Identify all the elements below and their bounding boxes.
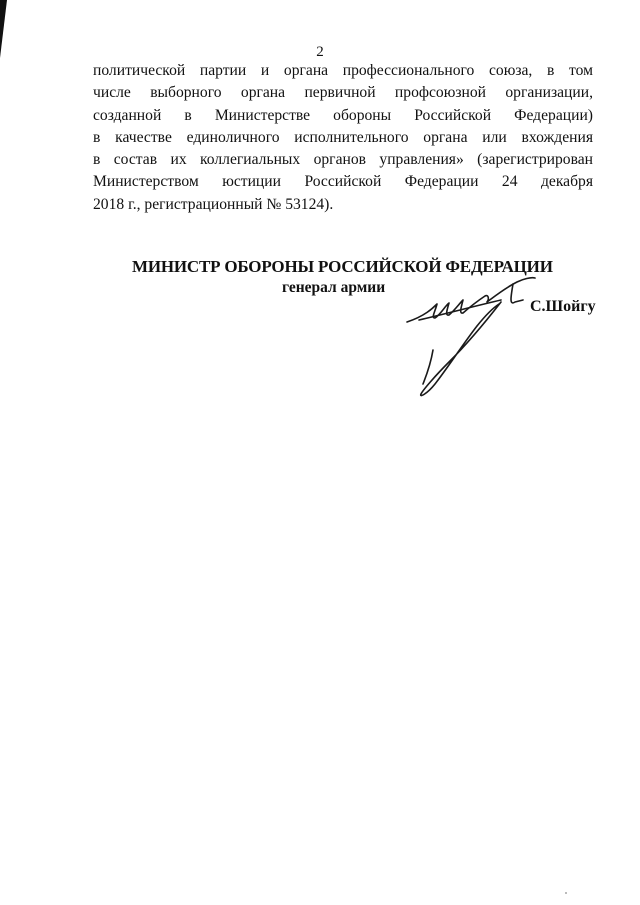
signature-block	[0, 250, 640, 400]
page-number: 2	[316, 44, 324, 60]
body-line: числе выборного органа первичной профсоюзной организации,	[93, 84, 593, 102]
body-line: в состав их коллегиальных органов управления» (зарегистрирован	[93, 151, 593, 169]
body-line: политической партии и органа профессионального союза, в том	[93, 62, 593, 79]
scan-speck	[565, 892, 567, 894]
handwritten-signature	[405, 270, 540, 400]
body-line: созданной в Министерстве обороны Российской Федерации)	[93, 106, 593, 124]
body-paragraph	[93, 60, 593, 216]
body-line: в качестве единоличного исполнительного органа или вхождения	[93, 128, 593, 146]
minister-title: МИНИСТР ОБОРОНЫ РОССИЙСКОЙ ФЕДЕРАЦИИ	[132, 257, 553, 276]
body-line: Министерством юстиции Российской Федерации 24 декабря	[93, 173, 593, 191]
signatory-name: С.Шойгу	[530, 298, 596, 315]
signatory-rank: генерал армии	[282, 279, 386, 296]
body-line: 2018 г., регистрационный № 53124).	[93, 195, 334, 213]
